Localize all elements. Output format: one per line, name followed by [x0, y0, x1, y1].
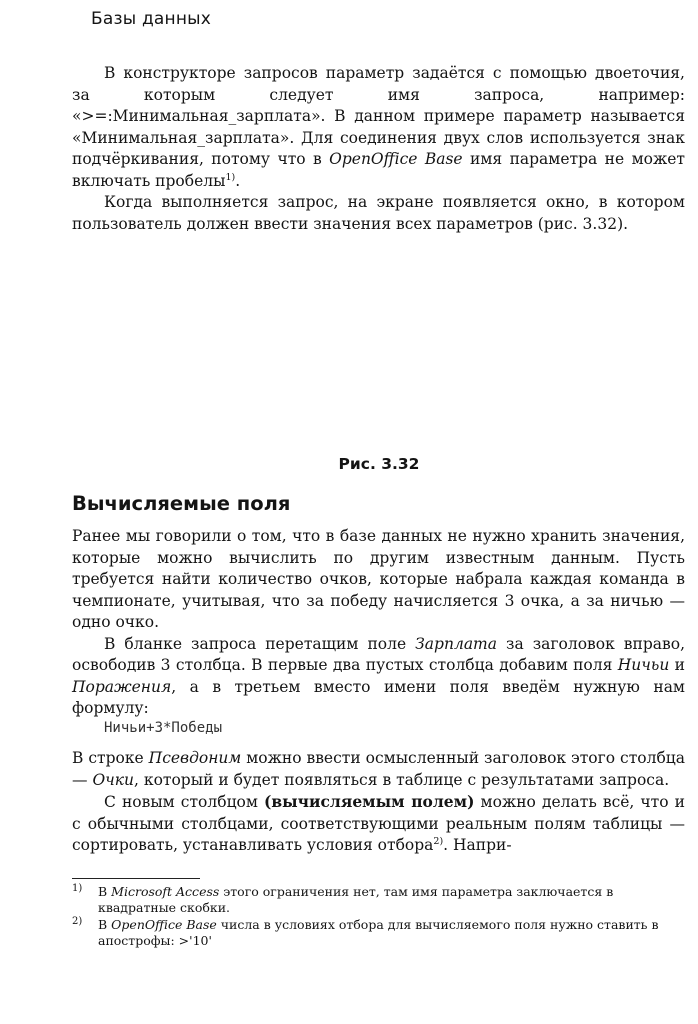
footnote-mark: 1) [72, 883, 83, 894]
term-bold: (вычисляемым полем) [264, 792, 475, 811]
intro-paragraph-2: Когда выполняется запрос, на экране появляется окно, в котором пользователь должен ввести значения всех параметров (рис. 3.32). [72, 193, 685, 233]
intro-text [72, 63, 685, 235]
field-name: Псевдоним [148, 749, 242, 767]
section-paragraph-3: В строке Псевдоним можно ввести осмысленный заголовок этого столбца — Очки, который и будет появляться в таблице с результатами запроса. [72, 749, 685, 789]
formula-code: Ничьи+3*Победы [104, 720, 223, 736]
program-name: Microsoft Access [111, 884, 220, 899]
intro-paragraph-1: В конструкторе запросов параметр задаётся с помощью двоеточия, за которым следует имя запроса, например: «>=:Минимальная_зарплата». В данном примере параметр называется «Минимальная_зарплата». Для соединения двух слов используется знак подчёркивания, потому что в OpenOffice Base имя параметра не может включать пробелы$^{1)}$. [72, 64, 685, 190]
footnote-ref-2: 2) [433, 835, 444, 847]
footnote-mark: 2) [72, 916, 83, 927]
footnote-ref-1: 1) [225, 171, 236, 183]
program-name: OpenOffice Base [329, 150, 463, 168]
section-text-bottom [72, 748, 685, 857]
program-name: OpenOffice Base [111, 917, 217, 932]
field-name: Поражения [72, 677, 172, 696]
footnote-1: 1) В Microsoft Access этого ограничения нет, там имя параметра заключается в квадратные скобки. [72, 883, 614, 915]
section-title: Вычисляемые поля [72, 492, 291, 515]
footnote-divider [72, 878, 200, 879]
footnotes [72, 884, 685, 950]
field-name: Зарплата [415, 634, 497, 653]
section-paragraph-2: В бланке запроса перетащим поле Зарплата за заголовок вправо, освободив 3 столбца. В первые два пустых столбца добавим поля Ничьи и Поражения, а в третьем вместо имени поля введём нужную нам формулу: [72, 634, 685, 717]
running-head: Базы данных [91, 9, 212, 29]
section-paragraph-4: С новым столбцом (вычисляемым полем) можно делать всё, что и с обычными столбцами, соответствующими реальным полям таблицы — сортировать, устанавливать условия отбора$^{2)}$. Напри- [72, 792, 685, 854]
section-text-top [72, 526, 685, 720]
section-paragraph-1: Ранее мы говорили о том, что в базе данных не нужно хранить значения, которые можно вычислить по другим известным данным. Пусть требуется найти количество очков, которые набрала каждая команда в чемпионате, учитывая, что за победу начисляется 3 очка, а за ничью — одно очко. [72, 527, 685, 631]
figure-caption: Рис. 3.32 [338, 455, 420, 473]
footnote-2: 2) В OpenOffice Base числа в условиях отбора для вычисляемого поля нужно ставить в апострофы: >'10' [72, 916, 659, 948]
field-name: Очки [92, 770, 135, 789]
field-name: Ничьи [617, 656, 670, 674]
